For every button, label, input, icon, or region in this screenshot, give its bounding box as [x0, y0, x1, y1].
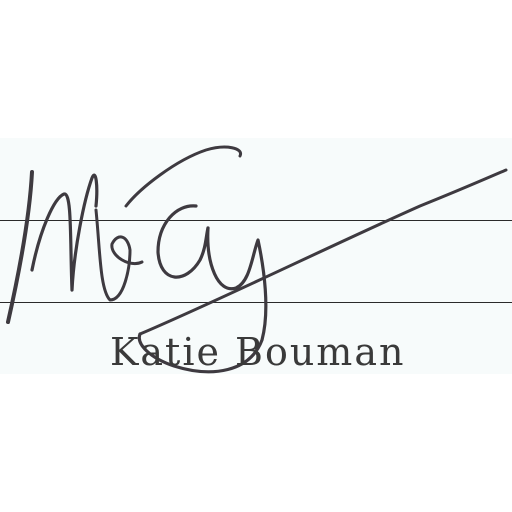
signer-name: Katie Bouman: [110, 330, 406, 374]
